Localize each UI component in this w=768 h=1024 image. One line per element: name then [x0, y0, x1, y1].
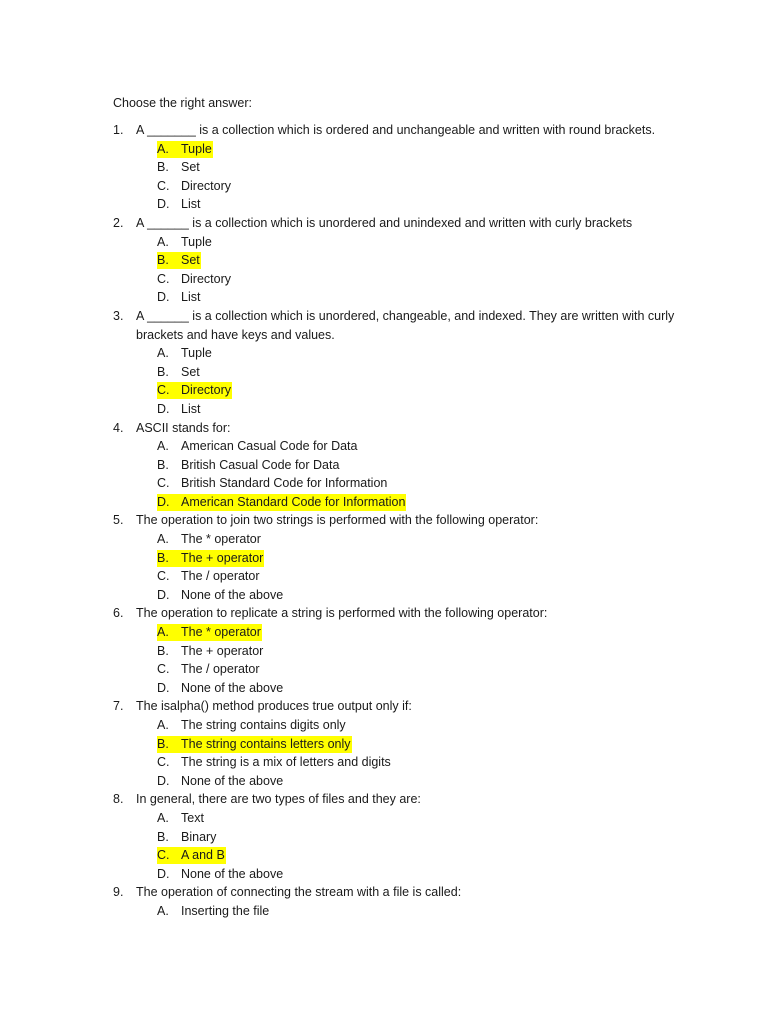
question-text: The operation to replicate a string is performed with the following operator:: [136, 606, 548, 621]
option-text: List: [181, 290, 201, 305]
question-number: 6.: [113, 606, 124, 621]
question-item: [0, 697, 768, 790]
question-number: 7.: [113, 699, 124, 714]
option-text: British Standard Code for Information: [181, 476, 388, 491]
answer-option: [0, 493, 768, 512]
question-text: In general, there are two types of files and they are:: [136, 792, 421, 807]
answer-choice: [157, 159, 201, 176]
answer-choice: [157, 178, 232, 195]
answer-choice: [157, 457, 340, 474]
option-letter: A.: [157, 141, 169, 156]
question-line: [0, 214, 768, 233]
answer-option: [0, 772, 768, 791]
option-letter: B.: [157, 550, 169, 565]
option-text: A and B: [181, 848, 225, 863]
answer-options: [0, 530, 768, 604]
answer-choice: [157, 475, 388, 492]
option-text: Tuple: [181, 234, 212, 249]
answer-choice: [157, 401, 201, 418]
option-text: The + operator: [181, 550, 264, 565]
answer-option: [0, 586, 768, 605]
option-letter: B.: [157, 829, 169, 844]
option-letter: B.: [157, 253, 169, 268]
highlighted-answer: [157, 624, 262, 641]
question-text: A ______ is a collection which is unordered and unindexed and written with curly brackets: [136, 215, 633, 230]
option-letter: B.: [157, 457, 169, 472]
answer-choice: [157, 810, 205, 827]
option-letter: C.: [157, 569, 170, 584]
question-line: [0, 604, 768, 623]
answer-choice: [157, 364, 201, 381]
question-text: The isalpha() method produces true output only if:: [136, 699, 412, 714]
option-letter: C.: [157, 848, 170, 863]
answer-option: [0, 195, 768, 214]
question-item: [0, 883, 768, 920]
answer-option: [0, 158, 768, 177]
question-line: [0, 419, 768, 438]
answer-option: [0, 735, 768, 754]
answer-choice: [157, 643, 264, 660]
highlighted-answer: [157, 736, 352, 753]
answer-option: [0, 828, 768, 847]
answer-options: [0, 344, 768, 418]
option-text: None of the above: [181, 587, 284, 602]
option-text: The string contains digits only: [181, 718, 346, 732]
answer-option: [0, 270, 768, 289]
answer-option: [0, 251, 768, 270]
answer-choice: [157, 234, 213, 251]
option-letter: A.: [157, 625, 169, 640]
option-text: The / operator: [181, 569, 260, 584]
option-letter: A.: [157, 903, 169, 918]
answer-options: [0, 233, 768, 307]
question-item: [0, 604, 768, 697]
answer-option: [0, 363, 768, 382]
answer-option: [0, 400, 768, 419]
option-letter: C.: [157, 271, 170, 286]
option-letter: A.: [157, 718, 169, 732]
option-text: List: [181, 197, 201, 212]
option-letter: A.: [157, 439, 169, 454]
option-text: None of the above: [181, 866, 284, 881]
answer-option: [0, 753, 768, 772]
option-text: The string contains letters only: [181, 736, 351, 751]
question-number: 9.: [113, 885, 124, 900]
answer-option: [0, 642, 768, 661]
option-letter: C.: [157, 178, 170, 193]
option-letter: C.: [157, 755, 170, 770]
question-item: [0, 214, 768, 307]
option-letter: D.: [157, 494, 170, 509]
option-letter: C.: [157, 662, 170, 677]
answer-option: [0, 437, 768, 456]
option-text: American Standard Code for Information: [181, 494, 406, 509]
question-number: 1.: [113, 123, 124, 137]
instruction-text: Choose the right answer:: [113, 96, 252, 110]
question-list: [0, 121, 768, 921]
option-text: The * operator: [181, 532, 261, 547]
answer-option: [0, 567, 768, 586]
option-text: Set: [181, 253, 200, 268]
question-line: [0, 697, 768, 716]
answer-choice: [157, 438, 358, 455]
question-item: [0, 121, 768, 214]
answer-option: [0, 716, 768, 735]
option-text: The / operator: [181, 662, 260, 677]
answer-choice: [157, 196, 201, 213]
option-text: List: [181, 401, 201, 416]
highlighted-answer: [157, 382, 232, 399]
highlighted-answer: [157, 550, 264, 567]
option-letter: D.: [157, 773, 170, 788]
question-text: A ______ is a collection which is unordered, changeable, and indexed. They are written with curly brackets and have keys and values.: [136, 308, 675, 342]
answer-option: [0, 902, 768, 921]
question-number: 3.: [113, 308, 124, 323]
answer-option: [0, 865, 768, 884]
option-letter: C.: [157, 383, 170, 398]
option-text: American Casual Code for Data: [181, 439, 358, 454]
answer-choice: [157, 717, 347, 734]
highlighted-answer: [157, 847, 226, 864]
answer-options: [0, 716, 768, 790]
answer-option: [0, 530, 768, 549]
option-text: None of the above: [181, 680, 284, 695]
question-line: [0, 121, 768, 140]
option-text: Set: [181, 364, 200, 379]
question-item: [0, 307, 768, 419]
answer-option: [0, 288, 768, 307]
answer-choice: [157, 587, 284, 604]
option-letter: C.: [157, 476, 170, 491]
answer-option: [0, 846, 768, 865]
answer-option: [0, 809, 768, 828]
answer-choice: [157, 345, 213, 362]
option-text: Tuple: [181, 346, 212, 361]
question-text: ASCII stands for:: [136, 420, 231, 435]
answer-choice: [157, 754, 392, 771]
option-letter: A.: [157, 810, 169, 825]
answer-options: [0, 623, 768, 697]
option-letter: A.: [157, 346, 169, 361]
question-line: [0, 883, 768, 902]
answer-choice: [157, 661, 261, 678]
option-letter: B.: [157, 736, 169, 751]
answer-option: [0, 549, 768, 568]
option-letter: D.: [157, 401, 170, 416]
answer-choice: [157, 773, 284, 790]
answer-options: [0, 437, 768, 511]
option-letter: D.: [157, 587, 170, 602]
answer-option: [0, 660, 768, 679]
answer-option: [0, 381, 768, 400]
option-text: The * operator: [181, 625, 261, 640]
answer-option: [0, 474, 768, 493]
answer-option: [0, 679, 768, 698]
highlighted-answer: [157, 494, 406, 511]
option-text: British Casual Code for Data: [181, 457, 340, 472]
option-text: The string is a mix of letters and digits: [181, 755, 391, 770]
answer-choice: [157, 680, 284, 697]
question-item: [0, 790, 768, 883]
option-text: Directory: [181, 383, 232, 398]
question-text: A _______ is a collection which is ordered and unchangeable and written with round brackets.: [136, 123, 656, 137]
option-text: Directory: [181, 178, 232, 193]
option-text: Directory: [181, 271, 232, 286]
answer-options: [0, 809, 768, 883]
option-text: Tuple: [181, 141, 212, 156]
option-text: The + operator: [181, 643, 264, 658]
question-number: 2.: [113, 215, 124, 230]
answer-choice: [157, 271, 232, 288]
highlighted-answer: [157, 141, 213, 158]
answer-option: [0, 233, 768, 252]
answer-choice: [157, 531, 262, 548]
question-item: [0, 419, 768, 512]
answer-option: [0, 456, 768, 475]
answer-option: [0, 177, 768, 196]
option-text: Inserting the file: [181, 903, 270, 918]
question-line: [0, 790, 768, 809]
option-letter: D.: [157, 290, 170, 305]
answer-choice: [157, 568, 261, 585]
option-letter: A.: [157, 234, 169, 249]
question-item: [0, 511, 768, 604]
option-letter: D.: [157, 197, 170, 212]
question-text: The operation of connecting the stream with a file is called:: [136, 885, 462, 900]
answer-choice: [157, 289, 201, 306]
question-line: [0, 511, 768, 530]
answer-option: [0, 623, 768, 642]
option-letter: B.: [157, 160, 169, 175]
answer-choice: [157, 903, 270, 920]
answer-choice: [157, 866, 284, 883]
option-letter: D.: [157, 866, 170, 881]
answer-choice: [157, 829, 217, 846]
answer-option: [0, 140, 768, 159]
highlighted-answer: [157, 252, 201, 269]
answer-option: [0, 344, 768, 363]
question-number: 8.: [113, 792, 124, 807]
answer-options: [0, 902, 768, 921]
option-text: Set: [181, 160, 200, 175]
option-letter: A.: [157, 532, 169, 547]
question-line: [0, 307, 768, 344]
option-letter: B.: [157, 643, 169, 658]
answer-options: [0, 140, 768, 214]
question-number: 4.: [113, 420, 124, 435]
option-text: None of the above: [181, 773, 284, 788]
option-text: Binary: [181, 829, 217, 844]
question-text: The operation to join two strings is performed with the following operator:: [136, 513, 539, 528]
question-number: 5.: [113, 513, 124, 528]
option-text: Text: [181, 810, 204, 825]
option-letter: B.: [157, 364, 169, 379]
option-letter: D.: [157, 680, 170, 695]
